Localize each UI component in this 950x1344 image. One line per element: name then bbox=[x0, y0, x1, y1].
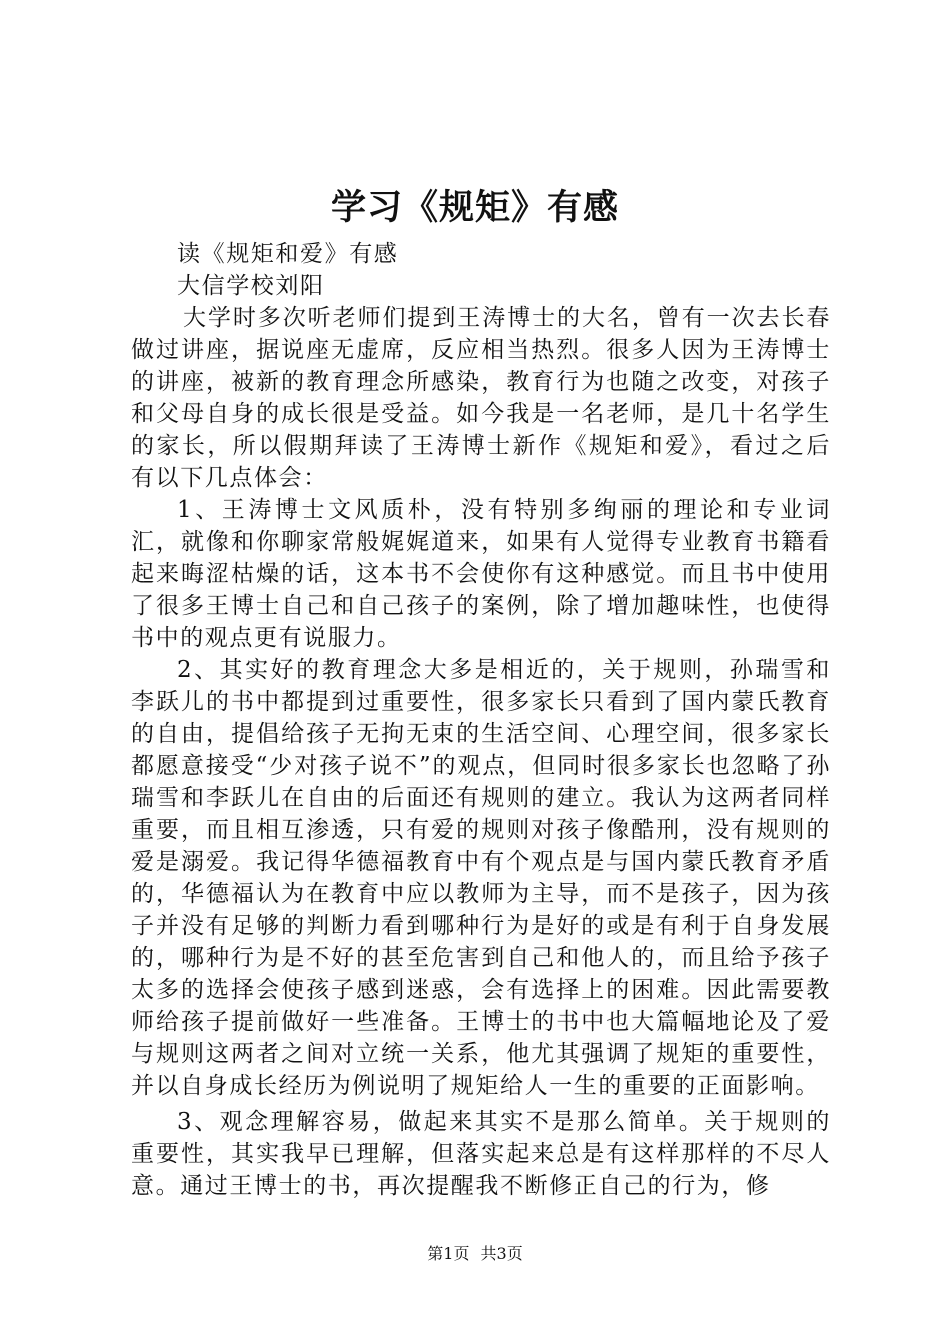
document-author: 大信学校刘阳 bbox=[177, 273, 325, 299]
document-subtitle: 读《规矩和爱》有感 bbox=[177, 241, 399, 267]
paragraph-point-2: 2、其实好的教育理念大多是相近的，关于规则，孙瑞雪和李跃儿的书中都提到过重要性，很多家长只看到了国内蒙氏教育的自由，提倡给孩子无拘无束的生活空间、心理空间，很多家长都愿意接受“少对孩子说不”的观点，但同时很多家长也忽略了孙瑞雪和李跃儿在自由的后面还有规则的建立。我认为这两者同样重要，而且相互渗透，只有爱的规则对孩子像酷刑，没有规则的爱是溺爱。我记得华德福教育中有个观点是与国内蒙氏教育矛盾的，华德福认为在教育中应以教师为主导，而不是孩子，因为孩子并没有足够的判断力看到哪种行为是好的或是有利于自身发展的，哪种行为是不好的甚至危害到自己和他人的，而且给予孩子太多的选择会使孩子感到迷惑，会有选择上的困难。因此需要教师给孩子提前做好一些准备。王博士的书中也大篇幅地论及了爱与规则这两者之间对立统一关系，他尤其强调了规矩的重要性，并以自身成长经历为例说明了规矩给人一生的重要的正面影响。 bbox=[131, 657, 831, 1099]
document-body bbox=[131, 238, 831, 1202]
page-footer bbox=[0, 1243, 950, 1265]
paragraph-intro: 大学时多次听老师们提到王涛博士的大名，曾有一次去长春做过讲座，据说座无虚席，反应相当热烈。很多人因为王涛博士的讲座，被新的教育理念所感染，教育行为也随之改变，对孩子和父母自身的成长很是受益。如今我是一名老师，是几十名学生的家长，所以假期拜读了王涛博士新作《规矩和爱》，看过之后有以下几点体会： bbox=[131, 305, 831, 491]
paragraph-point-1: 1、王涛博士文风质朴，没有特别多绚丽的理论和专业词汇，就像和你聊家常般娓娓道来，如果有人觉得专业教育书籍看起来晦涩枯燥的话，这本书不会使你有这种感觉。而且书中使用了很多王博士自己和自己孩子的案例，除了增加趣味性，也使得书中的观点更有说服力。 bbox=[131, 497, 831, 651]
page-number: 第1页 bbox=[427, 1244, 470, 1263]
paragraph-point-3: 3、观念理解容易，做起来其实不是那么简单。关于规则的重要性，其实我早已理解，但落实起来总是有这样那样的不尽人意。通过王博士的书，再次提醒我不断修正自己的行为，修 bbox=[131, 1109, 831, 1199]
document-title: 学习《规矩》有感 bbox=[330, 187, 619, 228]
page-total: 共3页 bbox=[480, 1244, 523, 1263]
